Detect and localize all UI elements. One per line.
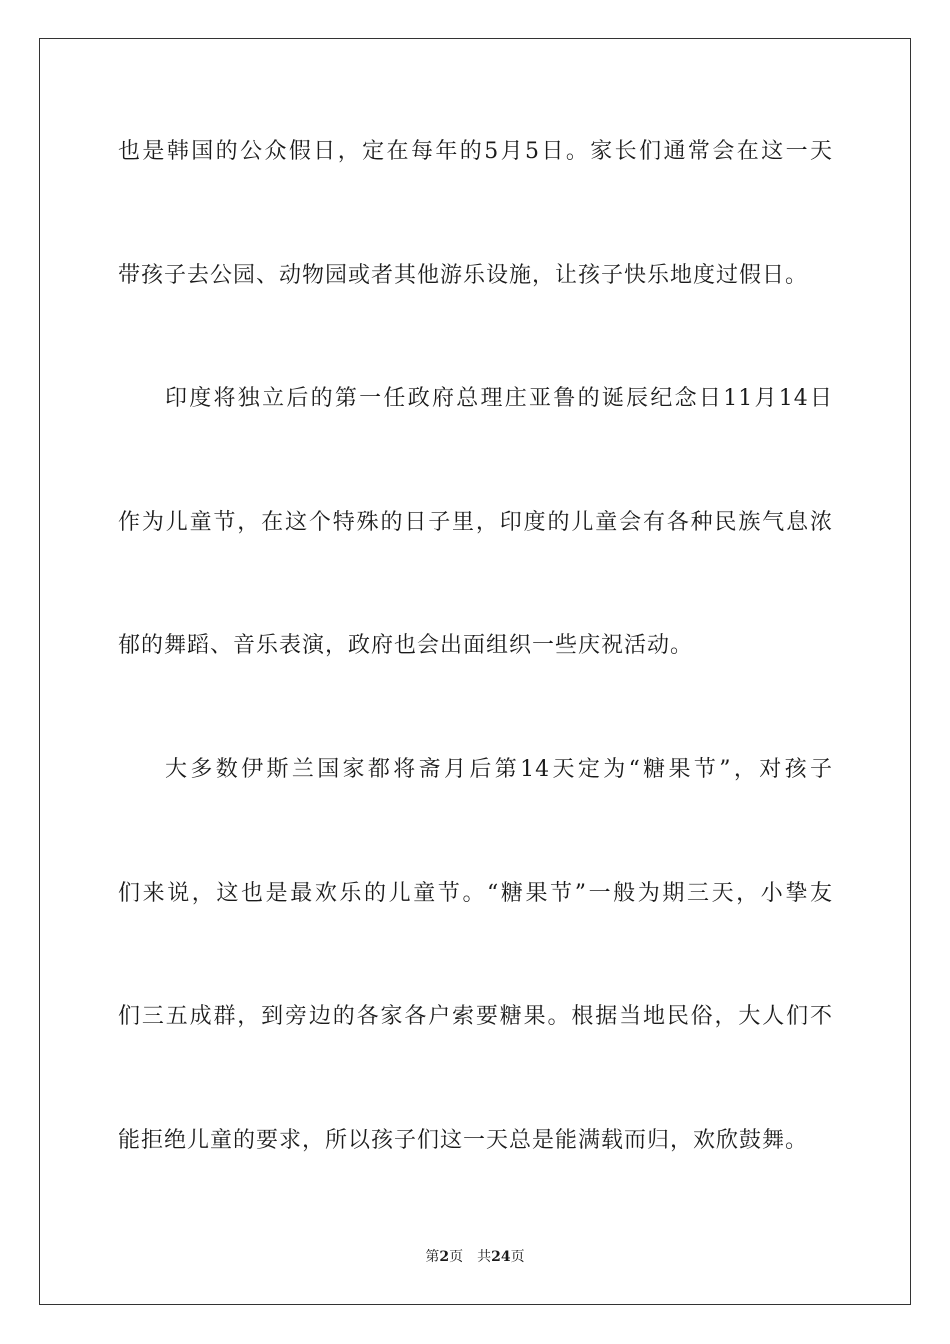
page-prefix: 第: [425, 1249, 440, 1265]
total-prefix: 共: [477, 1249, 492, 1265]
page-suffix: 页: [449, 1249, 464, 1265]
text-line-5: 郁的舞蹈、音乐表演，政府也会出面组织一些庆祝活动。: [118, 633, 694, 658]
text-line-2: 带孩子去公园、动物园或者其他游乐设施，让孩子快乐地度过假日。: [118, 263, 809, 288]
text-line-8: 们三五成群，到旁边的各家各户索要糖果。根据当地民俗，大人们不: [118, 1004, 833, 1029]
text-line-9: 能拒绝儿童的要求，所以孩子们这一天总是能满载而归，欢欣鼓舞。: [118, 1128, 809, 1153]
text-line-6-paragraph-start: 大多数伊斯兰国家都将斋月后第14天定为“糖果节”，对孩子: [165, 757, 833, 782]
text-line-7: 们来说，这也是最欢乐的儿童节。“糖果节”一般为期三天，小挚友: [118, 881, 833, 906]
text-line-3-paragraph-start: 印度将独立后的第一任政府总理庄亚鲁的诞辰纪念日11月14日: [165, 386, 833, 411]
page-current: 2: [439, 1249, 450, 1265]
page-footer: [0, 1248, 950, 1266]
page-border: [39, 38, 911, 1305]
text-line-4: 作为儿童节，在这个特殊的日子里，印度的儿童会有各种民族气息浓: [118, 510, 833, 535]
text-line-1: 也是韩国的公众假日，定在每年的5月5日。家长们通常会在这一天: [118, 139, 833, 164]
page-total: 24: [491, 1249, 511, 1265]
total-suffix: 页: [510, 1249, 525, 1265]
